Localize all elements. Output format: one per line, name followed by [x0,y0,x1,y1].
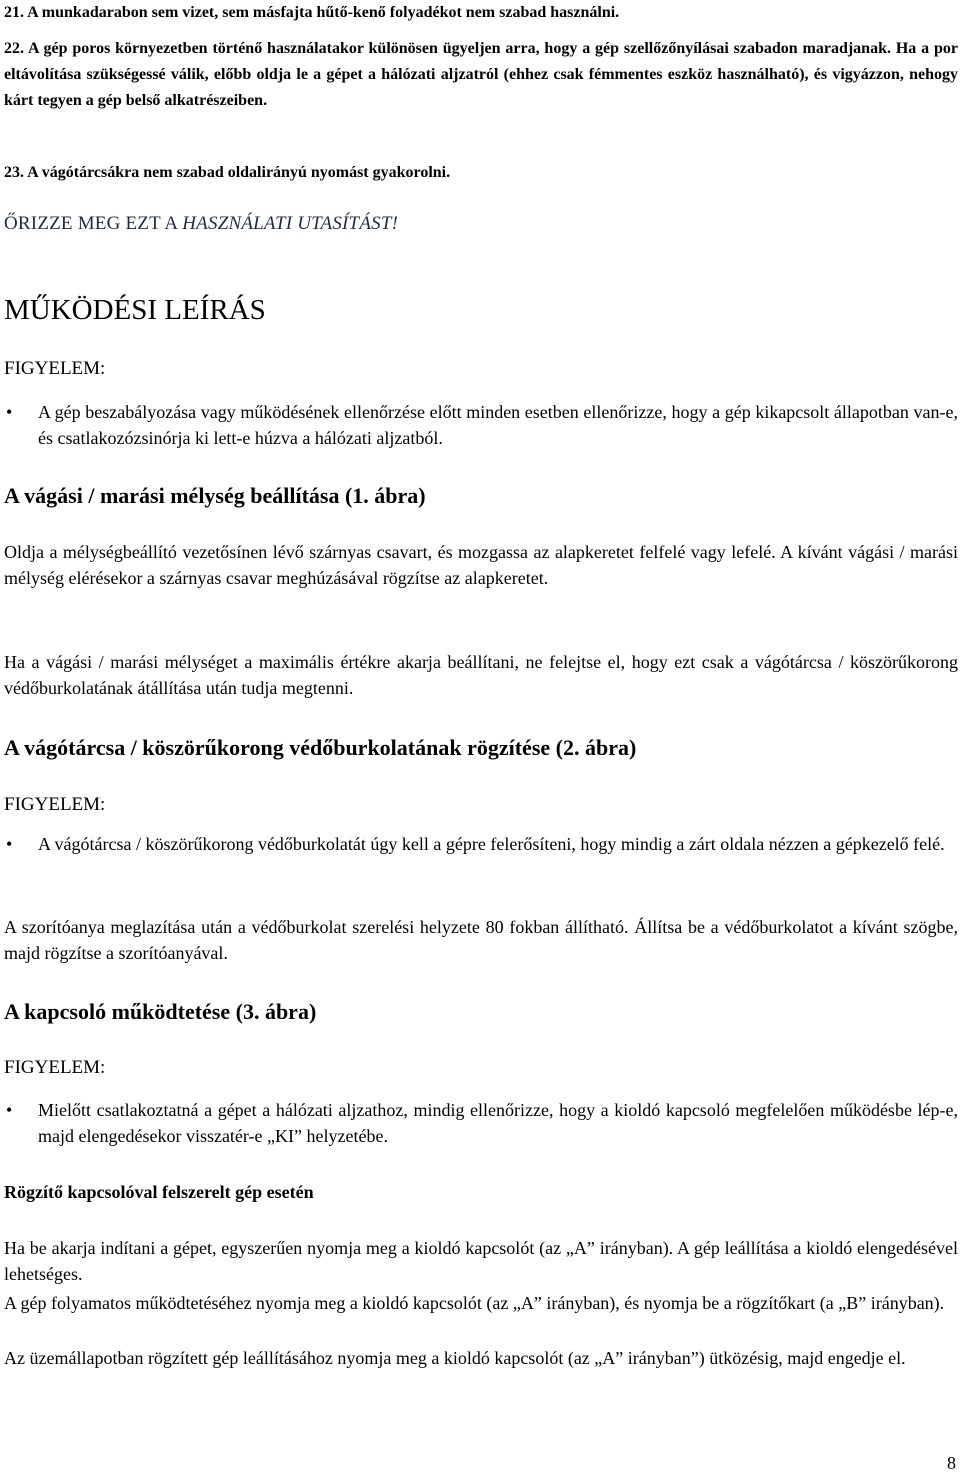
depth-paragraph-2: Ha a vágási / marási mélységet a maximális értékre akarja beállítani, ne felejtse el, hogy ezt csak a vágótárcsa / köszörűkorong védőburkolatának átállítása után tudja megtenni. [4,652,958,698]
keep-instructions-notice [4,213,398,235]
switch-bullet-text: Mielőtt csatlakoztatná a gépet a hálózati aljzathoz, mindig ellenőrizze, hogy a kioldó kapcsoló megfelelően működésbe lép-e, majd elengedésekor visszatér-e „KI” helyzetébe. [38,1100,958,1146]
list-item [4,831,958,857]
bullet-icon: • [6,1100,13,1120]
lock-paragraph-3: Az üzemállapotban rögzített gép leállításához nyomja meg a kioldó kapcsolót (az „A” irányban”) ütközésig, majd engedje el. [4,1348,906,1368]
guard-bullet-text: A vágótárcsa / köszörűkorong védőburkolatát úgy kell a gépre felerősíteni, hogy mindig a zárt oldala nézzen a gépkezelő felé. [38,834,945,854]
warning-label: FIGYELEM: [4,794,106,815]
page-number: 8 [947,1453,956,1473]
section-title-depth: A vágási / marási mélység beállítása (1. ábra) [4,483,426,508]
page-title: MŰKÖDÉSI LEÍRÁS [4,294,266,326]
warning-label: FIGYELEM: [4,1057,106,1078]
safety-item-21: 21. A munkadarabon sem vizet, sem másfajta hűtő-kenő folyadékot nem szabad használni. [4,4,620,21]
bullet-icon: • [6,834,13,854]
safety-item-23: 23. A vágótárcsákra nem szabad oldalirányú nyomást gyakorolni. [4,164,451,181]
bullet-icon: • [6,402,13,422]
lock-paragraph-2: A gép folyamatos működtetéséhez nyomja meg a kioldó kapcsolót (az „A” irányban), és nyomja be a rögzítőkart (a „B” irányban). [4,1293,945,1313]
depth-paragraph-1: Oldja a mélységbeállító vezetősínen lévő szárnyas csavart, és mozgassa az alapkeretet felfelé vagy lefelé. A kívánt vágási / marási mélység elérésekor a szárnyas csavar meghúzásával rögzítse az alapkeretet. [4,542,958,588]
keep-notice-italic: HASZNÁLATI UTASÍTÁST! [182,213,399,234]
list-item [4,399,958,451]
intro-bullet-text: A gép beszabályozása vagy működésének ellenőrzése előtt minden esetben ellenőrizze, hogy a gép kikapcsolt állapotban van-e, és csatlakozózsinórja ki lett-e húzva a hálózati aljzatból. [38,402,958,448]
section-title-switch: A kapcsoló működtetése (3. ábra) [4,999,317,1024]
lock-paragraph-1: Ha be akarja indítani a gépet, egyszerűen nyomja meg a kioldó kapcsolót (az „A” irányban). A gép leállítása a kioldó elengedésével lehetséges. [4,1238,958,1284]
safety-item-22: 22. A gép poros környezetben történő használatakor különösen ügyeljen arra, hogy a gép szellőzőnyílásai szabadon maradjanak. Ha a por eltávolítása szükségessé válik, előbb oldja le a gépet a hálózati aljzatról (ehhez csak fémmentes eszköz használható), és vigyázzon, nehogy kárt tegyen a gép belső alkatrészeiben. [4,40,958,109]
keep-notice-prefix: ŐRIZZE MEG EZT A [4,213,183,234]
subsection-title-lock: Rögzítő kapcsolóval felszerelt gép esetén [4,1182,314,1202]
warning-label: FIGYELEM: [4,358,106,379]
guard-paragraph-1: A szorítóanya meglazítása után a védőburkolat szerelési helyzete 80 fokban állítható. Állítsa be a védőburkolatot a kívánt szögbe, majd rögzítse a szorítóanyával. [4,917,958,963]
list-item [4,1097,958,1149]
section-title-guard: A vágótárcsa / köszörűkorong védőburkolatának rögzítése (2. ábra) [4,735,637,760]
